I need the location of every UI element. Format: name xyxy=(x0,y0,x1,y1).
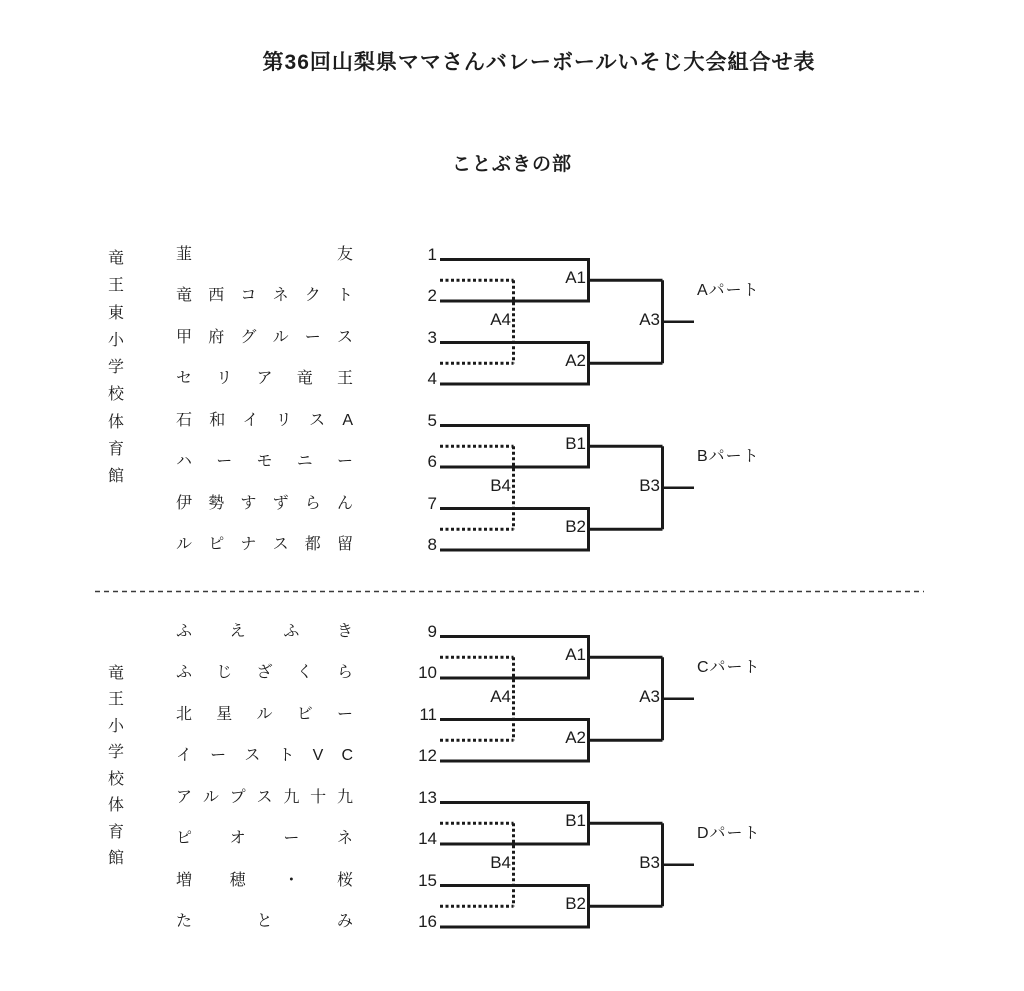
part-label: Dパート xyxy=(697,824,761,842)
seed-number: 2 xyxy=(427,286,437,305)
page-title: 第36回山梨県ママさんバレーボールいそじ大会組合せ表 xyxy=(262,51,816,74)
match-label-semi2: A2 xyxy=(565,728,586,748)
seed-number: 6 xyxy=(427,452,437,471)
match-label-consolation: A4 xyxy=(490,686,511,706)
team-name: ふ え ふ き xyxy=(176,622,353,640)
team-name: ア ル プ ス 九 十 九 xyxy=(176,788,353,806)
venue-label-top: 竜 王 東 小 学 校 体 育 館 xyxy=(107,250,124,485)
match-label-final: A3 xyxy=(639,686,660,706)
match-label-semi1: B1 xyxy=(565,811,586,831)
team-name: ふ じ ざ く ら xyxy=(176,664,353,681)
seed-number: 14 xyxy=(418,829,437,848)
match-label-consolation: B4 xyxy=(490,475,511,495)
part-label: Aパート xyxy=(697,281,760,299)
division-title: ことぶきの部 xyxy=(451,154,572,175)
match-label-semi2: B2 xyxy=(565,517,586,537)
seed-number: 8 xyxy=(427,535,437,554)
seed-number: 12 xyxy=(418,746,437,765)
seed-number: 13 xyxy=(418,787,437,807)
match-label-semi2: A2 xyxy=(565,351,586,371)
part-label: Bパート xyxy=(697,447,760,465)
team-name: 竜 西 コ ネ ク ト xyxy=(176,287,353,304)
team-name: 韮 友 xyxy=(176,245,353,263)
seed-number: 11 xyxy=(419,704,437,724)
match-label-consolation: A4 xyxy=(490,309,511,329)
team-name: 甲 府 グ ル ー ス xyxy=(176,328,353,346)
match-label-semi1: B1 xyxy=(565,434,586,454)
match-label-semi1: A1 xyxy=(565,645,586,665)
match-label-final: B3 xyxy=(639,475,660,495)
team-name: 増 穂 ・ 桜 xyxy=(176,871,353,889)
team-name: 北 星 ル ビ ー xyxy=(176,705,353,723)
team-name: た と み xyxy=(176,913,353,930)
team-name: イ ー ス ト V C xyxy=(176,747,353,764)
team-name: ピ オ ー ネ xyxy=(176,830,353,847)
team-name: 伊 勢 す ず ら ん xyxy=(176,494,353,512)
seed-number: 16 xyxy=(418,912,437,931)
seed-number: 3 xyxy=(427,327,437,347)
match-label-semi2: B2 xyxy=(565,894,586,914)
seed-number: 4 xyxy=(427,369,437,388)
seed-number: 7 xyxy=(427,493,437,513)
seed-number: 1 xyxy=(427,244,437,264)
match-label-final: A3 xyxy=(639,309,660,329)
match-label-final: B3 xyxy=(639,852,660,872)
seed-number: 10 xyxy=(418,663,437,682)
team-name: 石 和 イ リ ス A xyxy=(176,411,353,429)
seed-number: 9 xyxy=(427,621,437,641)
team-name: セ リ ア 竜 王 xyxy=(176,370,353,387)
seed-number: 5 xyxy=(427,410,437,430)
part-label: Cパート xyxy=(697,658,761,676)
venue-label-bottom: 竜 王 小 学 校 体 育 館 xyxy=(107,665,124,867)
seed-number: 15 xyxy=(418,870,437,890)
match-label-consolation: B4 xyxy=(490,852,511,872)
team-name: ハ ー モ ニ ー xyxy=(176,453,353,470)
team-name: ル ピ ナ ス 都 留 xyxy=(176,536,353,553)
match-label-semi1: A1 xyxy=(565,268,586,288)
